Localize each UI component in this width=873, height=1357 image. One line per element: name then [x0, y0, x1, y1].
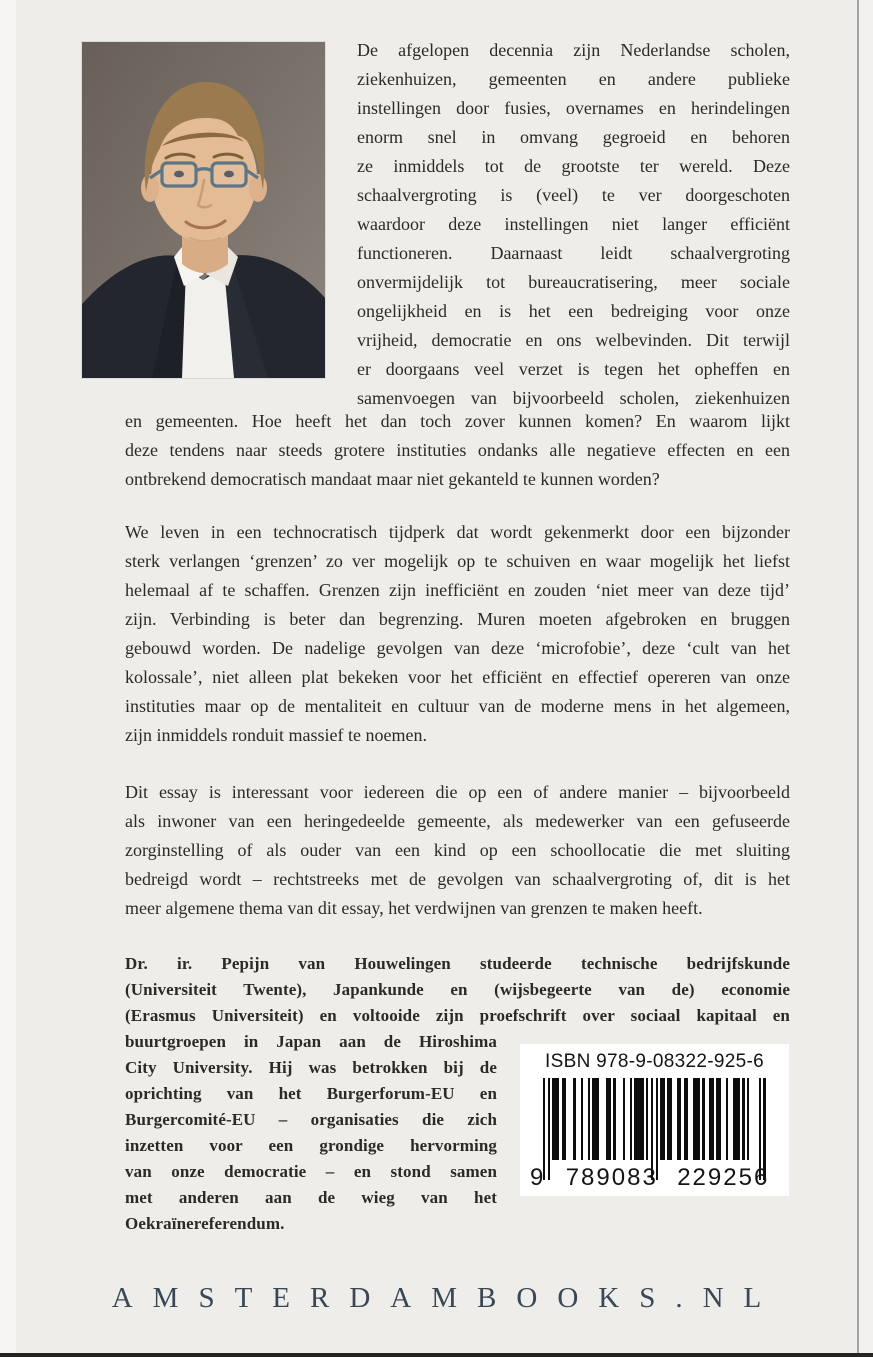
- paragraph-1-continuation: en gemeenten. Hoe heeft het dan toch zover kunnen komen? En waarom lijkt deze tendens naar steeds grotere instituties ondanks alle negatieve effecten en een ontbrekend democratisch mandaat maar niet gekanteld te kunnen worden?: [125, 411, 790, 489]
- paragraph-2: We leven in een technocratisch tijdperk dat wordt gekenmerkt door een bijzonder sterk verlangen ‘grenzen’ zo ver mogelijk op te schuiven en waar mogelijk het liefst helemaal af te schaffen. Grenzen zijn inefficiënt en zouden ‘niet meer van deze tijd’ zijn. Verbinding is beter dan begrenzing. Muren moeten afgebroken en bruggen gebouwd worden. De nadelige gevolgen van deze ‘microfobie’, deze ‘cult van het kolossale’, niet alleen plat bekeken voor het efficiënt en effectief opereren van onze instituties maar op de mentaliteit en cultuur van de moderne mens in het algemeen, zijn inmiddels ronduit massief te noemen.: [125, 522, 790, 745]
- eye-left: [174, 171, 184, 178]
- barcode-digits-group2: 229256: [677, 1164, 770, 1191]
- ear-right: [249, 174, 267, 202]
- ear-left: [141, 174, 159, 202]
- paragraph-1-column: De afgelopen decennia zijn Nederlandse scholen, ziekenhuizen, gemeenten en andere publieke instellingen door fusies, overnames en herindelingen enorm snel in omvang gegroeid en behoren ze inmiddels tot de grootste ter wereld. Deze schaalvergroting is (veel) te ver doorgeschoten waardoor deze instellingen niet langer efficiënt functioneren. Daarnaast leidt schaalvergroting onvermijdelijk tot bureaucratisering, meer sociale ongelijkheid en is het een bedreiging voor onze vrijheid, democratie en ons welbevinden. Dit terwijl er doorgaans veel verzet is tegen het opheffen en samenvoegen van bijvoorbeeld scholen, ziekenhuizen: [357, 40, 790, 408]
- publisher-website: AMSTERDAMBOOKS.NL: [111, 1282, 782, 1314]
- page-right-edge: [859, 0, 873, 1357]
- isbn-barcode-box: [520, 1044, 789, 1196]
- author-bio-intro: Dr. ir. Pepijn van Houwelingen studeerde technische bedrijfskunde (Universiteit Twente), Japankunde en (wijsbegeerte van de) economie (Erasmus Universiteit) en voltooide zijn proefschrift over sociaal kapitaal en: [125, 954, 790, 1025]
- isbn-number: ISBN 978-9-08322-925-6: [545, 1051, 764, 1072]
- barcode-digits: [530, 1166, 779, 1190]
- paragraph-3: Dit essay is interessant voor iedereen die op een of andere manier – bijvoorbeeld als inwoner van een heringedeelde gemeente, als medewerker van een gefuseerde zorginstelling of als ouder van een kind op een schoollocatie die met sluiting bedreigd wordt – rechtstreeks met de gevolgen van schaalvergroting of, dit is het meer algemene thema van dit essay, het verdwijnen van grenzen te maken heeft.: [125, 782, 790, 918]
- page-left-edge: [0, 0, 16, 1357]
- author-photo: [82, 42, 325, 378]
- author-bio-wrap: buurtgroepen in Japan aan de Hiroshima City University. Hij was betrokken bij de oprichting van het Burgerforum-EU en Burgercomité-EU – organisaties die zich inzetten voor een grondige hervorming van onze democratie – en stond samen met anderen aan de wieg van het Oekraïnereferendum.: [125, 1032, 497, 1233]
- eye-right: [224, 171, 234, 178]
- cover-bottom-edge: [0, 1353, 873, 1357]
- barcode-digits-group1: 789083: [565, 1164, 658, 1191]
- barcode-digit-lead: 9: [530, 1164, 544, 1191]
- author-portrait-graphic: [82, 42, 325, 378]
